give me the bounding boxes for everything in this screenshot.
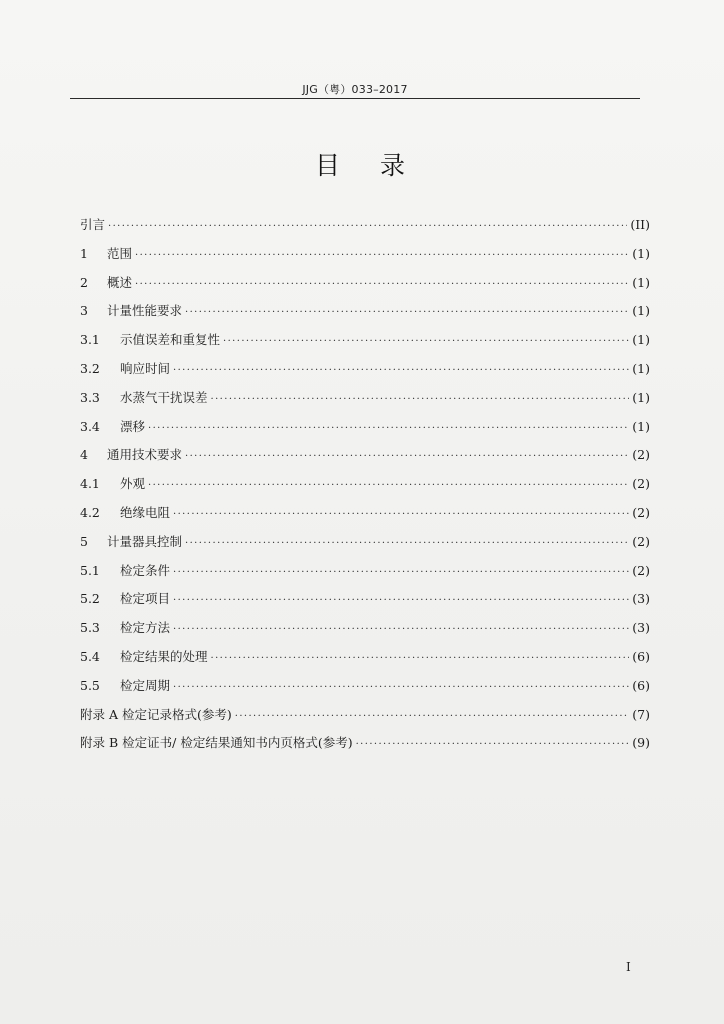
toc-dot-leader [135, 271, 629, 300]
toc-entry-number: 5.2 [80, 591, 100, 607]
toc-entry-page: (1) [632, 360, 650, 376]
toc-dot-leader [173, 587, 629, 616]
toc-entry-label: 检定项目 [120, 591, 171, 607]
toc-entry-page: (1) [632, 332, 650, 348]
toc-dot-leader [185, 299, 629, 328]
toc-entry[interactable] [80, 672, 650, 701]
toc-entry-number: 5.5 [80, 677, 100, 693]
toc-entry[interactable] [80, 729, 650, 758]
toc-entry-label: 附录 B 检定证书/ 检定结果通知书内页格式(参考) [80, 735, 353, 751]
table-of-contents [80, 211, 650, 758]
toc-entry-label: 示值误差和重复性 [120, 332, 221, 348]
toc-entry-label: 附录 A 检定记录格式(参考) [80, 706, 232, 722]
toc-entry-number: 4 [80, 447, 88, 463]
toc-entry-number: 5.1 [80, 562, 100, 578]
toc-entry-page: (7) [632, 706, 650, 722]
toc-entry[interactable] [80, 528, 650, 557]
toc-dot-leader [148, 415, 629, 444]
toc-entry-page: (1) [632, 303, 650, 319]
toc-entry[interactable] [80, 211, 650, 240]
toc-entry-label: 通用技术要求 [107, 447, 183, 463]
toc-entry-label: 概述 [107, 274, 133, 290]
toc-dot-leader [173, 674, 629, 703]
toc-entry[interactable] [80, 614, 650, 643]
toc-entry-label: 范围 [107, 245, 133, 261]
toc-entry[interactable] [80, 355, 650, 384]
toc-entry[interactable] [80, 240, 650, 269]
running-header [70, 78, 640, 100]
toc-entry-page: (2) [632, 504, 650, 520]
toc-entry-label: 外观 [120, 476, 146, 492]
toc-entry-number: 3.1 [80, 332, 100, 348]
toc-dot-leader [173, 357, 629, 386]
toc-entry-number: 5.4 [80, 648, 100, 664]
toc-dot-leader [211, 386, 630, 415]
toc-entry-number: 3 [80, 303, 88, 319]
toc-entry-page: (2) [632, 447, 650, 463]
toc-entry-page: (2) [632, 533, 650, 549]
toc-entry-number: 5 [80, 533, 88, 549]
toc-entry-page: (1) [632, 245, 650, 261]
toc-dot-leader [235, 703, 630, 732]
toc-entry-label: 检定方法 [120, 620, 171, 636]
toc-entry-page: (2) [632, 562, 650, 578]
toc-entry-label: 漂移 [120, 418, 146, 434]
toc-entry-label: 响应时间 [120, 360, 171, 376]
toc-dot-leader [173, 616, 629, 645]
toc-dot-leader [173, 559, 629, 588]
toc-dot-leader [173, 501, 629, 530]
toc-entry-page: (II) [630, 217, 650, 232]
toc-entry-page: (9) [632, 735, 650, 751]
page-number: I [626, 960, 631, 974]
toc-dot-leader [185, 530, 629, 559]
toc-entry[interactable] [80, 297, 650, 326]
toc-entry[interactable] [80, 557, 650, 586]
toc-entry[interactable] [80, 643, 650, 672]
toc-entry[interactable] [80, 701, 650, 730]
standard-code: JJG（粤）033–2017 [302, 83, 408, 96]
page-title: 目录 [314, 151, 445, 180]
toc-entry-label: 绝缘电阻 [120, 504, 171, 520]
toc-entry[interactable] [80, 326, 650, 355]
toc-entry-label: 引言 [80, 217, 106, 232]
toc-entry[interactable] [80, 413, 650, 442]
toc-entry[interactable] [80, 269, 650, 298]
toc-dot-leader [108, 213, 627, 242]
toc-entry[interactable] [80, 384, 650, 413]
toc-entry-number: 3.2 [80, 360, 100, 376]
toc-entry-number: 5.3 [80, 620, 100, 636]
toc-entry-number: 2 [80, 274, 88, 290]
toc-entry-page: (2) [632, 476, 650, 492]
toc-entry-number: 3.3 [80, 389, 100, 405]
toc-dot-leader [356, 731, 630, 760]
toc-entry-page: (6) [632, 677, 650, 693]
toc-entry-page: (1) [632, 418, 650, 434]
header-rule [70, 98, 640, 99]
toc-dot-leader [135, 242, 629, 271]
toc-entry-page: (6) [632, 648, 650, 664]
toc-entry-page: (1) [632, 389, 650, 405]
toc-entry-label: 计量器具控制 [107, 533, 183, 549]
toc-entry-number: 4.1 [80, 476, 100, 492]
toc-entry-label: 检定条件 [120, 562, 171, 578]
toc-entry-label: 计量性能要求 [107, 303, 183, 319]
toc-entry-page: (1) [632, 274, 650, 290]
toc-entry-label: 检定周期 [120, 677, 171, 693]
toc-entry-page: (3) [632, 591, 650, 607]
toc-entry[interactable] [80, 441, 650, 470]
toc-entry-number: 1 [80, 245, 88, 261]
toc-entry-number: 3.4 [80, 418, 100, 434]
toc-dot-leader [148, 472, 629, 501]
toc-entry-label: 检定结果的处理 [120, 648, 208, 664]
toc-entry[interactable] [80, 585, 650, 614]
toc-dot-leader [211, 645, 630, 674]
toc-entry-label: 水蒸气干扰误差 [120, 389, 208, 405]
toc-entry[interactable] [80, 499, 650, 528]
toc-dot-leader [223, 328, 629, 357]
toc-dot-leader [185, 443, 629, 472]
toc-entry-page: (3) [632, 620, 650, 636]
toc-entry-number: 4.2 [80, 504, 100, 520]
toc-entry[interactable] [80, 470, 650, 499]
